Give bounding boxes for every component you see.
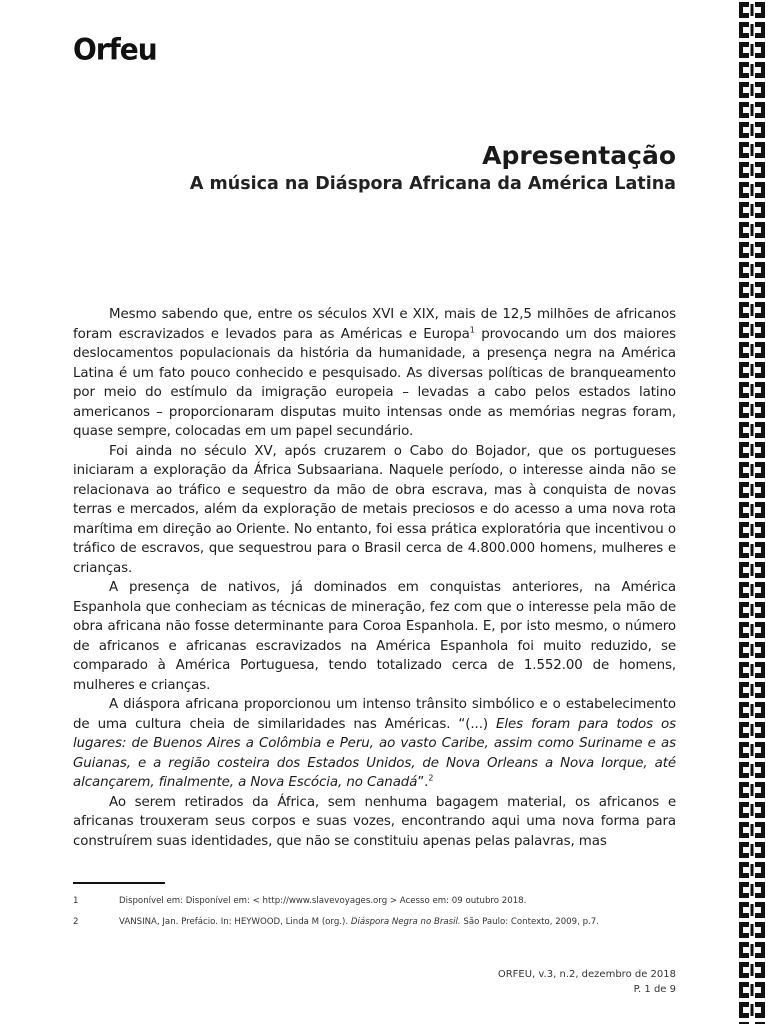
paragraph-text: Mesmo sabendo que, entre os séculos XVI e XIX, mais de 12,5 milhões de africanos foram escravizados e levados para as Américas e Europa	[73, 307, 676, 342]
quotation: Eles foram para todos os lugares: de Buenos Aires a Colômbia e Peru, ao vasto Caribe, assim como Suriname e as Guianas, e a região costeira dos Estados Unidos, de Nova Orleans a Nova Iorque, até alcançarem, finalmente, a Nova Escócia, no Canadá	[73, 716, 676, 790]
paragraph: Ao serem retirados da África, sem nenhuma bagagem material, os africanos e africanas trouxeram seus corpos e suas vozes, encontrando aqui uma nova forma para construírem suas identidades, que não se constituiu apenas pelas palavras, mas	[73, 794, 676, 849]
footnote-text	[119, 916, 676, 928]
paragraph-text: A diáspora africana proporcionou um intenso trânsito simbólico e o estabelecimento de uma cultura cheia de similaridades nas Américas. “(...)	[73, 697, 676, 732]
page-number: P. 1 de 9	[633, 984, 676, 995]
footnote-text-part: São Paulo: Contexto, 2009, p.7.	[460, 917, 599, 927]
paragraph-text: provocando um dos maiores deslocamentos populacionais da história da humanidade, a presença negra na América Latina é um fato pouco conhecido e pesquisado. As diversas políticas de branqueamento por meio do estímulo da imigração europeia – levadas a cabo pelos estados latino americanos – proporcionaram disputas muito intensas onde as memórias negras foram, quase sempre, colocadas em um papel secundário.	[73, 326, 676, 439]
footnote-ref[interactable]: 2	[428, 773, 434, 783]
footnote-number: 2	[73, 917, 79, 927]
footnote	[73, 895, 676, 907]
article-body	[73, 305, 676, 851]
footnote-number: 1	[73, 896, 79, 906]
footnotes	[73, 895, 676, 937]
footnote-book-title: Diáspora Negra no Brasil.	[350, 917, 461, 927]
footnote-text-part: VANSINA, Jan. Prefácio. In: HEYWOOD, Linda M (org.).	[119, 917, 351, 927]
footnote-divider	[73, 882, 165, 884]
paragraph: Foi ainda no século XV, após cruzarem o Cabo do Bojador, que os portugueses iniciaram a exploração da África Subsaariana. Naquele período, o interesse ainda não se relacionava ao tráfico e sequestro da mão de obra escrava, mas à conquista de novas terras e mercados, além da exploração de metais preciosos e do acesso a uma nova rota marítima em direção ao Oriente. No entanto, foi essa prática exploratória que incentivou o tráfico de escravos, que sequestrou para o Brasil cerca de 4.800.000 homens, mulheres e crianças.	[73, 443, 676, 576]
page-title: Apresentação	[482, 141, 676, 170]
paragraph: A presença de nativos, já dominados em conquistas anteriores, na América Espanhola que conheciam as técnicas de mineração, fez com que o interesse pela mão de obra africana não fosse determinante para Coroa Espanhola. E, por isto mesmo, o número de africanos e africanas escravizados na América Espanhola foi muito reduzido, se comparado à América Portuguesa, tendo totalizado cerca de 1.552.00 de homens, mulheres e crianças.	[73, 580, 676, 693]
footnote	[73, 916, 676, 928]
decorative-border	[736, 0, 768, 1024]
page-subtitle: A música na Diáspora Africana da América Latina	[189, 174, 676, 194]
footnote-text[interactable]: Disponível em: Disponível em: < http://www.slavevoyages.org > Acesso em: 09 outubro 2018.	[119, 896, 527, 906]
paragraph	[73, 695, 676, 793]
page-info	[498, 967, 676, 997]
journal-logo: Orfeu	[73, 32, 157, 67]
paragraph	[73, 305, 676, 442]
footnote-ref[interactable]: 1	[469, 325, 475, 335]
title-block	[190, 140, 676, 196]
journal-citation: ORFEU, v.3, n.2, dezembro de 2018	[497, 969, 676, 980]
paragraph-text: ”.	[417, 775, 429, 790]
